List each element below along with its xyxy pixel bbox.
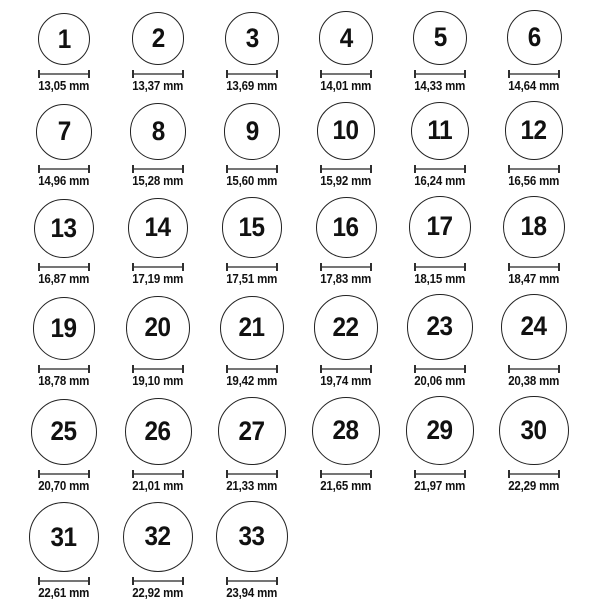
diameter-label: 20,70 mm (38, 478, 90, 493)
ring-size-cell (487, 396, 581, 493)
chart-row (17, 10, 600, 93)
ring-size-cell (487, 101, 581, 188)
measure-line-bar (510, 73, 558, 75)
diameter-measure-line (226, 263, 278, 271)
diameter-label: 16,56 mm (508, 173, 560, 188)
diameter-measure-line (508, 165, 560, 173)
diameter-label: 22,61 mm (38, 586, 90, 600)
diameter-label: 13,05 mm (38, 79, 90, 93)
ring-size-cell (299, 397, 393, 493)
ring-size-cell (111, 12, 205, 93)
diameter-measure-line (508, 470, 560, 478)
ring-circle (319, 11, 373, 65)
diameter-measure-line (38, 470, 90, 478)
ring-size-number: 3 (245, 22, 259, 53)
diameter-measure-line (320, 70, 372, 78)
ring-size-number: 22 (332, 311, 360, 342)
ring-size-cell (299, 11, 393, 93)
ring-size-number: 28 (332, 415, 360, 446)
ring-size-number: 29 (426, 415, 454, 446)
diameter-measure-line (508, 263, 560, 271)
ring-circle (222, 197, 282, 257)
measure-line-bar (40, 168, 88, 170)
ring-size-number: 30 (520, 414, 548, 445)
ring-size-cell (393, 396, 487, 493)
ring-size-number: 26 (144, 415, 172, 446)
ring-size-cell (17, 502, 111, 600)
ring-size-cell (299, 197, 393, 286)
diameter-label: 20,06 mm (414, 373, 466, 388)
diameter-label: 14,64 mm (508, 79, 560, 93)
diameter-label: 13,69 mm (226, 79, 278, 93)
measure-line-bar (416, 368, 464, 370)
ring-size-cell (111, 198, 205, 286)
ring-size-cell (487, 10, 581, 93)
ring-circle (38, 13, 90, 65)
ring-circle (130, 103, 186, 159)
ring-size-cell (393, 196, 487, 286)
ring-size-cell (17, 13, 111, 93)
ring-size-cell (205, 197, 299, 285)
ring-circle (503, 196, 565, 258)
measure-line-bar (134, 473, 182, 475)
diameter-measure-line (320, 470, 372, 478)
ring-size-number: 23 (426, 311, 454, 342)
measure-line-bar (134, 168, 182, 170)
ring-size-cell (205, 397, 299, 493)
ring-circle (31, 399, 97, 465)
ring-size-number: 17 (426, 211, 454, 242)
ring-circle (409, 196, 471, 258)
ring-size-number: 11 (427, 115, 453, 146)
measure-line-bar (416, 266, 464, 268)
ring-size-cell (205, 12, 299, 93)
ring-size-cell (17, 104, 111, 188)
diameter-measure-line (414, 365, 466, 373)
ring-circle (132, 12, 185, 65)
diameter-label: 20,38 mm (508, 373, 560, 388)
diameter-measure-line (38, 165, 90, 173)
ring-circle (413, 11, 467, 65)
ring-size-number: 12 (520, 114, 548, 145)
chart-row (17, 101, 600, 188)
ring-size-number: 13 (50, 212, 78, 243)
chart-row (17, 501, 600, 600)
chart-row (17, 396, 600, 493)
measure-line-bar (416, 473, 464, 475)
diameter-measure-line (38, 577, 90, 585)
diameter-label: 18,15 mm (414, 271, 466, 286)
ring-circle (218, 397, 286, 465)
diameter-measure-line (414, 165, 466, 173)
diameter-label: 18,47 mm (508, 271, 560, 286)
diameter-label: 15,92 mm (320, 173, 372, 188)
measure-line-bar (40, 473, 88, 475)
ring-size-number: 32 (144, 521, 172, 552)
ring-size-number: 16 (332, 211, 360, 242)
diameter-label: 21,01 mm (132, 478, 184, 493)
ring-size-number: 8 (151, 116, 165, 146)
diameter-label: 15,28 mm (132, 173, 184, 188)
measure-line-bar (510, 368, 558, 370)
diameter-measure-line (414, 70, 466, 78)
measure-line-bar (322, 368, 370, 370)
diameter-label: 18,78 mm (38, 373, 90, 388)
ring-circle (33, 297, 96, 360)
diameter-measure-line (226, 70, 278, 78)
ring-size-number: 33 (238, 521, 266, 552)
ring-circle (316, 197, 377, 258)
diameter-measure-line (226, 165, 278, 173)
diameter-label: 17,19 mm (132, 271, 184, 286)
ring-size-number: 7 (57, 116, 71, 147)
measure-line-bar (134, 580, 182, 582)
ring-circle (314, 295, 379, 360)
diameter-measure-line (508, 70, 560, 78)
ring-size-number: 31 (50, 521, 78, 552)
ring-size-grid (17, 10, 600, 600)
diameter-label: 15,60 mm (226, 173, 278, 188)
measure-line-bar (40, 368, 88, 370)
ring-circle (36, 104, 92, 160)
diameter-label: 22,29 mm (508, 478, 560, 493)
ring-size-number: 27 (238, 415, 266, 446)
diameter-label: 19,74 mm (320, 373, 372, 388)
ring-circle (220, 296, 284, 360)
ring-circle (407, 294, 472, 359)
diameter-label: 17,83 mm (320, 271, 372, 286)
measure-line-bar (228, 73, 276, 75)
diameter-measure-line (226, 577, 278, 585)
diameter-measure-line (226, 365, 278, 373)
ring-size-cell (205, 103, 299, 188)
ring-size-cell (111, 296, 205, 387)
ring-size-cell (299, 102, 393, 187)
measure-line-bar (134, 73, 182, 75)
diameter-label: 13,37 mm (132, 79, 184, 93)
diameter-measure-line (132, 165, 184, 173)
diameter-measure-line (414, 470, 466, 478)
ring-circle (499, 396, 568, 465)
ring-size-cell (17, 297, 111, 388)
measure-line-bar (228, 580, 276, 582)
ring-size-number: 24 (520, 311, 548, 342)
measure-line-bar (40, 73, 88, 75)
diameter-label: 14,01 mm (320, 79, 372, 93)
chart-row (17, 294, 600, 388)
ring-size-cell (17, 199, 111, 286)
ring-circle (406, 396, 475, 465)
ring-size-number: 6 (527, 22, 541, 52)
measure-line-bar (510, 168, 558, 170)
measure-line-bar (416, 168, 464, 170)
ring-size-number: 4 (339, 22, 353, 53)
measure-line-bar (40, 580, 88, 582)
ring-size-cell (487, 196, 581, 286)
ring-circle (505, 101, 564, 160)
measure-line-bar (228, 168, 276, 170)
measure-line-bar (134, 266, 182, 268)
ring-size-number: 21 (238, 312, 266, 343)
ring-size-cell (299, 295, 393, 388)
diameter-label: 19,42 mm (226, 373, 278, 388)
diameter-label: 21,33 mm (226, 478, 278, 493)
measure-line-bar (322, 73, 370, 75)
diameter-label: 21,65 mm (320, 478, 372, 493)
diameter-measure-line (132, 577, 184, 585)
diameter-measure-line (132, 470, 184, 478)
ring-circle (507, 10, 562, 65)
measure-line-bar (228, 473, 276, 475)
ring-size-number: 25 (50, 416, 78, 447)
ring-size-cell (487, 294, 581, 388)
diameter-measure-line (414, 263, 466, 271)
measure-line-bar (40, 266, 88, 268)
ring-size-number: 10 (332, 115, 360, 146)
ring-size-cell (205, 501, 299, 600)
ring-size-cell (111, 398, 205, 493)
ring-circle (501, 294, 567, 360)
measure-line-bar (228, 368, 276, 370)
measure-line-bar (134, 368, 182, 370)
ring-circle (128, 198, 188, 258)
ring-size-number: 19 (50, 312, 78, 343)
ring-circle (34, 199, 93, 258)
ring-size-number: 15 (238, 212, 266, 243)
diameter-measure-line (508, 365, 560, 373)
ring-size-cell (393, 102, 487, 188)
diameter-measure-line (320, 165, 372, 173)
measure-line-bar (322, 473, 370, 475)
ring-size-number: 2 (151, 23, 165, 54)
ring-circle (29, 502, 99, 572)
ring-size-number: 18 (520, 211, 548, 242)
ring-size-number: 9 (245, 115, 259, 146)
ring-size-cell (17, 399, 111, 493)
diameter-label: 23,94 mm (226, 586, 278, 600)
diameter-measure-line (132, 263, 184, 271)
ring-size-cell (393, 294, 487, 387)
diameter-measure-line (38, 365, 90, 373)
measure-line-bar (510, 266, 558, 268)
ring-circle (224, 103, 281, 160)
diameter-label: 17,51 mm (226, 271, 278, 286)
ring-size-number: 5 (433, 22, 447, 53)
diameter-measure-line (226, 470, 278, 478)
ring-circle (225, 12, 278, 65)
measure-line-bar (510, 473, 558, 475)
diameter-measure-line (38, 263, 90, 271)
diameter-label: 21,97 mm (414, 478, 466, 493)
ring-circle (312, 397, 380, 465)
diameter-label: 14,33 mm (414, 79, 466, 93)
diameter-measure-line (132, 365, 184, 373)
ring-size-cell (111, 502, 205, 600)
ring-size-cell (205, 296, 299, 388)
ring-circle (317, 102, 374, 159)
ring-circle (216, 501, 287, 572)
chart-row (17, 196, 600, 286)
ring-circle (126, 296, 189, 359)
measure-line-bar (416, 73, 464, 75)
diameter-measure-line (132, 70, 184, 78)
measure-line-bar (228, 266, 276, 268)
diameter-label: 22,92 mm (132, 586, 184, 600)
measure-line-bar (322, 168, 370, 170)
ring-size-number: 20 (144, 312, 172, 343)
ring-size-number: 1 (57, 23, 71, 54)
ring-size-cell (393, 11, 487, 93)
diameter-label: 16,87 mm (38, 271, 90, 286)
diameter-measure-line (320, 365, 372, 373)
diameter-measure-line (38, 70, 90, 78)
ring-circle (125, 398, 192, 465)
ring-size-cell (111, 103, 205, 187)
diameter-label: 14,96 mm (38, 173, 90, 188)
diameter-label: 16,24 mm (414, 173, 466, 188)
diameter-label: 19,10 mm (132, 373, 184, 388)
ring-circle (411, 102, 469, 160)
diameter-measure-line (320, 263, 372, 271)
ring-circle (123, 502, 194, 573)
measure-line-bar (322, 266, 370, 268)
ring-size-number: 14 (144, 212, 172, 243)
